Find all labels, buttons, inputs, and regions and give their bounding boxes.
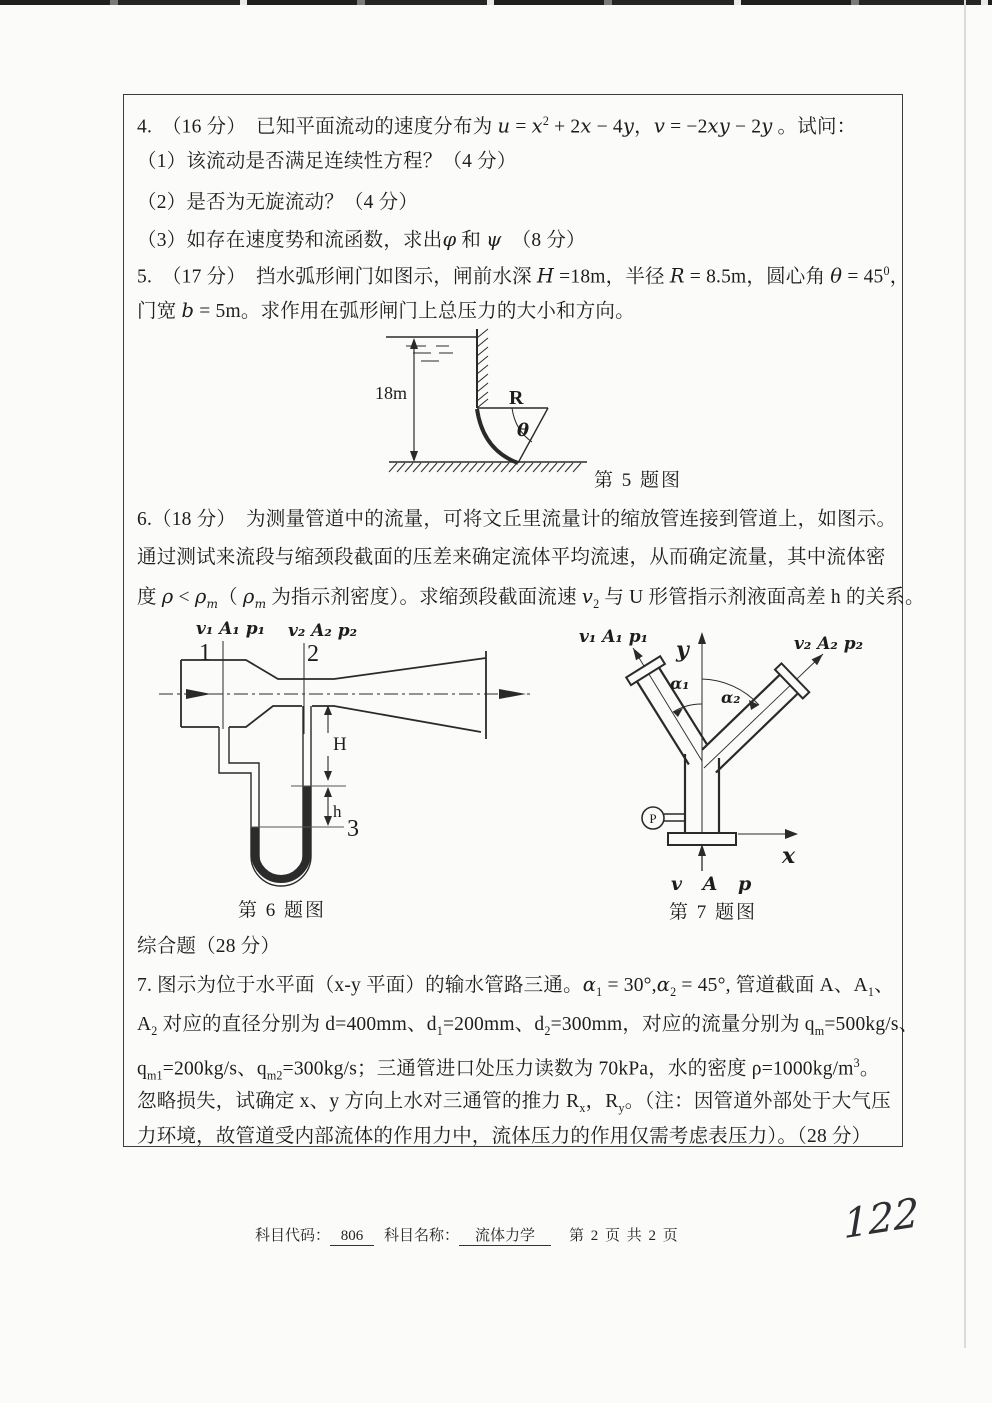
radius-label: R — [509, 387, 524, 409]
subject-code-value: 806 — [330, 1228, 374, 1246]
question-7-line-3: $q_{m1}=200kg/s$、$q_{m2}=300kg/s$；三通管进口处压力读数为 70kPa，水的密度 $\rho=1000kg/m^3$。 — [137, 1056, 880, 1083]
figure-7-caption: 第 7 题图 — [669, 902, 758, 923]
question-5-line-2: 门宽 b = 5m。求作用在弧形闸门上总压力的大小和方向。 — [137, 299, 635, 322]
scan-artifact-top-band — [0, 0, 992, 5]
y-axis-arrow — [698, 632, 706, 644]
inflow-arrow — [186, 689, 211, 699]
h-dimension-label: h — [333, 802, 342, 821]
figure-5-caption: 第 5 题图 — [594, 470, 683, 491]
figure-5-arc-gate-diagram — [331, 323, 751, 503]
alpha2-arc-arrow — [749, 700, 759, 710]
subject-name-value: 流体力学 — [459, 1224, 551, 1246]
depth-arrow-down — [410, 451, 418, 462]
branch-2-flange — [775, 663, 809, 698]
depth-label: 18m — [375, 383, 408, 403]
inlet-flow-labels: v A p — [671, 873, 759, 895]
x-axis-arrow — [785, 829, 798, 839]
question-7-line-4: 忽略损失，试确定 x、y 方向上水对三通管的推力 $R_x$，$R_y$。（注：因管道外部处于大气压 — [137, 1091, 891, 1115]
figure-6-caption: 第 6 题图 — [238, 900, 327, 921]
subject-code-label: 科目代码： — [255, 1228, 331, 1244]
question-6-line-2: 通过测试来流段与缩颈段截面的压差来确定流体平均流速，从而确定流量，其中流体密 — [137, 547, 886, 568]
question-7-line-1: 7. 图示为位于水平面（x-y 平面）的输水管路三通。$\alpha_1 = 30^\circ,\alpha_2 = 45^\circ$, 管道截面 A、$A_1$、 — [137, 973, 894, 999]
figure-7-wye-pipe-diagram — [566, 613, 991, 928]
section-1-number: 1 — [199, 640, 211, 666]
question-4-line-3: （2）是否为无旋流动？（4 分） — [137, 192, 419, 213]
h-arrow-up — [324, 787, 332, 797]
question-4-line-1: 4. （16 分） 已知平面流动的速度分布为 $u = x^2 + 2x - 4y$，v = −2xy − 2y 。试问： — [137, 114, 857, 138]
H-dimension-label: H — [333, 734, 347, 755]
section-1-flow-labels: v₁ A₁ p₁ — [196, 619, 266, 639]
alpha2-label: α₂ — [721, 688, 741, 707]
gauge-P-label: P — [649, 811, 657, 826]
pipe-top-profile — [181, 658, 486, 679]
outflow-arrow — [499, 689, 526, 699]
level-3-number: 3 — [347, 816, 359, 842]
section-2-number: 2 — [307, 641, 319, 667]
question-5-line-1: 5. （17 分） 挡水弧形闸门如图示，闸前水深 H =18m，半径 R = 8.5m，圆心角 $\theta = 45^0$， — [137, 264, 910, 288]
H-arrow-down — [324, 771, 332, 781]
theta-label: θ — [517, 420, 530, 441]
branch-1-flow-labels: v₁ A₁ p₁ — [579, 627, 649, 647]
question-7-line-5: 力环境，故管道受内部流体的作用力中，流体压力的作用仅需考虑表压力）。（28 分） — [137, 1126, 872, 1147]
section-2-flow-labels: v₂ A₂ p₂ — [288, 621, 358, 641]
indicator-fluid-column — [255, 786, 307, 879]
question-4-line-2: （1）该流动是否满足连续性方程？（4 分） — [137, 151, 517, 172]
branch-2-axis-line — [704, 654, 823, 768]
page-footer — [255, 1224, 679, 1246]
question-4-line-4: （3）如存在速度势和流函数，求出φ 和 ψ （8 分） — [137, 228, 586, 251]
question-6-line-3: 度 $\rho < \rho_m$（ $\rho_m$ 为指示剂密度）。求缩颈段截面流速 $v_2$ 与 U 形管指示剂液面高差 h 的关系。 — [137, 585, 925, 611]
x-axis-label: x — [782, 843, 796, 869]
y-axis-label: y — [676, 637, 689, 663]
wall-hatching — [477, 329, 488, 408]
alpha1-label: α₁ — [670, 674, 690, 693]
base-flange — [668, 833, 736, 845]
h-arrow-down — [324, 816, 332, 826]
branch-2-pipe — [693, 663, 809, 777]
page-number-info: 第 2 页 共 2 页 — [569, 1228, 680, 1244]
handwritten-mark: 122 — [843, 1189, 920, 1249]
subject-name-label: 科目名称： — [384, 1228, 460, 1244]
question-7-line-2: $A_2$ 对应的直径分别为 d=400mm、$d_1=200mm$、$d_2=300mm$，对应的流量分别为 $q_m=500kg/s$、 — [137, 1014, 919, 1038]
branch-1-arrow — [633, 648, 643, 660]
branch-1-flange — [626, 656, 665, 685]
branch-2-flow-labels: v₂ A₂ p₂ — [794, 634, 864, 654]
ground-hatching — [389, 463, 581, 472]
question-6-line-1: 6.（18 分） 为测量管道中的流量，可将文丘里流量计的缩放管连接到管道上，如图示。 — [137, 509, 897, 530]
section-header: 综合题（28 分） — [137, 936, 281, 957]
pipe-bottom-profile — [181, 706, 481, 732]
figure-6-venturi-diagram — [141, 613, 571, 928]
gate-arc — [477, 409, 518, 463]
exam-content-box — [123, 94, 925, 1147]
gauge-stub-lines — [664, 814, 685, 821]
depth-arrow-up — [410, 338, 418, 349]
